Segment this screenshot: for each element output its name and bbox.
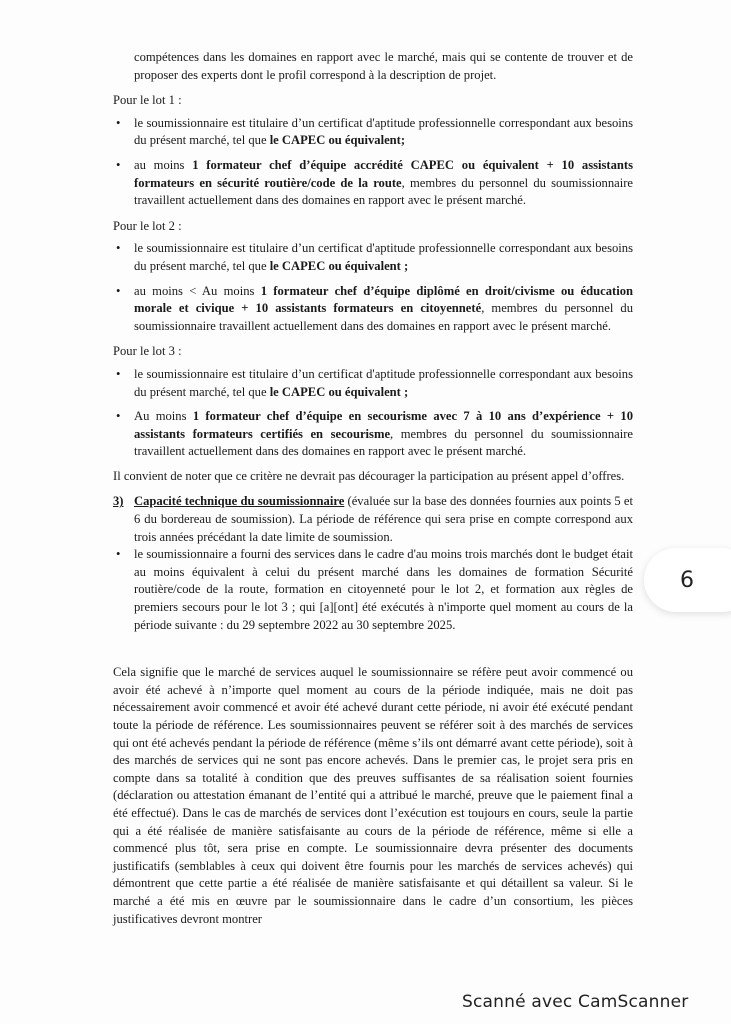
bullet-icon: • bbox=[116, 283, 121, 298]
lot-1-title: Pour le lot 1 : bbox=[113, 93, 182, 108]
section-3-bullets bbox=[113, 546, 633, 634]
section-text: (évaluée sur la base des données fournies aux points 5 et 6 du bordereau de soumission). La période de référence qui sera prise en compte correspond aux trois années précédant la date limite de soumission. bbox=[134, 494, 633, 544]
bullet-icon: • bbox=[116, 409, 121, 424]
bullet-text: , membres du personnel du soumissionnaire travaillent actuellement dans des domaines en rapport avec le présent marché. bbox=[134, 175, 633, 208]
document-body bbox=[113, 49, 633, 928]
bullet-icon: • bbox=[116, 241, 121, 256]
bullet-icon: • bbox=[116, 547, 121, 562]
bullet-icon: • bbox=[116, 115, 121, 130]
bullet-bold-text: 1 formateur chef d’équipe accrédité CAPEC ou équivalent + 10 assistants formateurs en sécurité routière/code de la route bbox=[134, 157, 633, 190]
bullet-icon: • bbox=[116, 366, 121, 381]
intro-paragraph: compétences dans les domaines en rapport avec le marché, mais qui se contente de trouver et de proposer des experts dont le profil correspond à la description de projet. bbox=[134, 50, 633, 82]
bullet-bold-text: le CAPEC ou équivalent ; bbox=[269, 258, 409, 273]
bullet-text: Au moins bbox=[134, 409, 193, 424]
bullet-bold-text: 1 formateur chef d’équipe en secourisme avec 7 à 10 ans d’expérience + 10 assistants formateurs certifiés en secourisme bbox=[134, 409, 633, 441]
bullet-text: le soumissionnaire a fourni des services dans le cadre d'au moins trois marchés dont le budget était au moins équivalent à celui du présent marché dans les domaines de formation Sécurité routière/code de la route, formation en citoyenneté pour le lot 2, et formation aux règles de premiers secours pour le lot 3 ; qui [a][ont] été exécutés à n'importe quel moment au cours de la période suivante : du 29 septembre 2022 au 30 septembre 2025. bbox=[134, 547, 633, 632]
bullet-text: au moins < Au moins bbox=[134, 283, 261, 298]
lot-2-bullets bbox=[113, 240, 633, 335]
bullet-text: , membres du personnel du soumissionnaire travaillent actuellement dans des domaines en rapport avec le présent marché. bbox=[134, 426, 633, 459]
lot-3-title: Pour le lot 3 : bbox=[113, 344, 182, 359]
list-item bbox=[113, 157, 633, 210]
bullet-text: au moins bbox=[134, 157, 193, 172]
list-item bbox=[113, 408, 633, 461]
bullet-bold-text: le CAPEC ou équivalent; bbox=[269, 133, 406, 148]
section-number: 3) bbox=[113, 494, 124, 509]
list-item bbox=[113, 115, 633, 150]
page-number: 6 bbox=[680, 567, 694, 593]
body-paragraph: Cela signifie que le marché de services auquel le soumissionnaire se réfère peut avoir commencé ou avoir été achevé à n’importe quel moment au cours de la période indiquée, mais ne doit pas nécessairement avoir commencé et avoir été achevé durant cette période, ni avoir été exécuté pendant toute la période de référence. Les soumissionnaires peuvent se référer soit à des marchés de services qui ont été achevés pendant la période de référence (même s’ils ont démarré avant cette période), soit à des marchés de services qui ne sont pas encore achevés. Dans le premier cas, le projet sera pris en compte dans sa totalité à condition que des preuves suffisantes de sa réalisation soient fournies (déclaration ou attestation émanant de l’entité qui a attribué le marché, preuve que le paiement final a été effectué). Dans le cas de marchés de services dont l’exécution est toujours en cours, seule la partie qui a été réalisée de manière satisfaisante au cours de la période de référence, même si elle a commencé plus tôt, sera prise en compte. Le soumissionnaire devra présenter des documents justificatifs (semblables à ceux qui doivent être fournis pour les marchés de services achevés) qui démontrent que cette partie a été réalisée de manière satisfaisante et qui détaillent sa valeur. Si le marché a été mis en œuvre par le soumissionnaire dans le cadre d’un consortium, les pièces justificatives devront montrer bbox=[113, 665, 633, 926]
bullet-text: , membres du personnel du soumissionnaire travaillent actuellement dans des domaines en rapport avec le présent marché. bbox=[134, 301, 633, 333]
list-item bbox=[113, 366, 633, 401]
note-paragraph: Il convient de noter que ce critère ne devrait pas décourager la participation au présent appel d’offres. bbox=[113, 468, 625, 483]
list-item bbox=[113, 283, 633, 336]
list-item bbox=[113, 240, 633, 275]
bullet-text: le soumissionnaire est titulaire d’un certificat d'aptitude professionnelle correspondant aux besoins du présent marché, tel que bbox=[134, 366, 633, 399]
page-number-badge[interactable] bbox=[644, 548, 731, 612]
bullet-icon: • bbox=[116, 157, 121, 172]
bullet-text: le soumissionnaire est titulaire d’un certificat d'aptitude professionnelle correspondant aux besoins du présent marché, tel que bbox=[134, 241, 633, 273]
bullet-text: le soumissionnaire est titulaire d’un certificat d'aptitude professionnelle correspondant aux besoins du présent marché, tel que bbox=[134, 115, 633, 148]
section-title: Capacité technique du soumissionnaire bbox=[134, 494, 345, 509]
list-item bbox=[113, 546, 633, 634]
bullet-bold-text: le CAPEC ou équivalent ; bbox=[269, 384, 409, 399]
lot-1-bullets bbox=[113, 115, 633, 210]
lot-2-title: Pour le lot 2 : bbox=[113, 218, 182, 233]
bullet-bold-text: 1 formateur chef d’équipe diplômé en droit/civisme ou éducation morale et civique + 10 assistants formateurs en citoyenneté bbox=[134, 283, 633, 316]
camscanner-watermark: Scanné avec CamScanner bbox=[462, 992, 689, 1012]
section-3-heading bbox=[113, 493, 633, 546]
lot-3-bullets bbox=[113, 366, 633, 461]
